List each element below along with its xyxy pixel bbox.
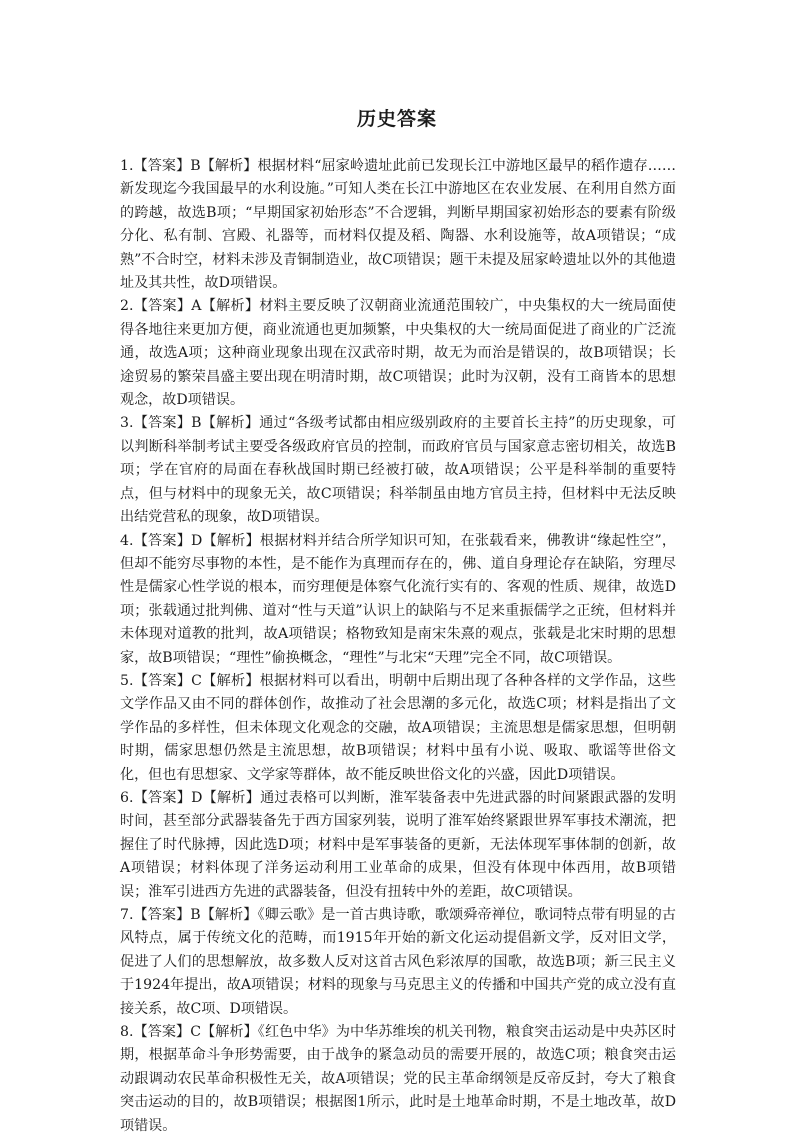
answer-paragraph-8: 8.【答案】C【解析】《红色中华》为中华苏维埃的机关刊物，粮食突击运动是中央苏区时期，根据革命斗争形势需要，由于战争的紧急动员的需要开展的，故选C项；粮食突击运动跟调动农民革命积极性无关，故A项错误；党的民主革命纲领是反帝反封，夸大了粮食突击运动的目的，故B项错误；根据图1所示，此时是土地革命时期，不是土地改革，故D项错误。 (120, 1024, 676, 1134)
answer-paragraph-6: 6.【答案】D【解析】通过表格可以判断，淮军装备表中先进武器的时间紧跟武器的发明时间，甚至部分武器装备先于西方国家列装，说明了淮军始终紧跟世界军事技术潮流，把握住了时代脉搏，因此选D项；材料中是军事装备的更新，无法体现军事体制的创新，故A项错误；材料体现了洋务运动利用工业革命的成果，但没有体现中体西用，故B项错误；淮军引进西方先进的武器装备，但没有扭转中外的差距，故C项错误。 (120, 789, 676, 900)
answer-paragraph-3: 3.【答案】B【解析】通过“各级考试都由相应级别政府的主要首长主持”的历史现象，可以判断科举制考试主要受各级政府官员的控制，而政府官员与国家意志密切相关，故选B项；学在官府的局面在春秋战国时期已经被打破，故A项错误；公平是科举制的重要特点，但与材料中的现象无关，故C项错误；科举制虽由地方官员主持，但材料中无法反映出结党营私的现象，故D项错误。 (120, 415, 676, 526)
page-title: 历史答案 (356, 108, 437, 130)
answer-list (120, 155, 676, 1138)
answer-paragraph-2: 2.【答案】A【解析】材料主要反映了汉朝商业流通范围较广，中央集权的大一统局面使得各地往来更加方便，商业流通也更加频繁，中央集权的大一统局面促进了商业的广泛流通，故选A项；这种商业现象出现在汉武帝时期，故无为而治是错误的，故B项错误；长途贸易的繁荣昌盛主要出现在明清时期，故C项错误；此时为汉朝，没有工商皆本的思想观念，故D项错误。 (120, 298, 676, 409)
answer-paragraph-1: 1.【答案】B【解析】根据材料“屈家岭遗址此前已发现长江中游地区最早的稻作遗存……新发现迄今我国最早的水利设施。”可知人类在长江中游地区在农业发展、在利用自然方面的跨越，故选B项；“早期国家初始形态”不合逻辑，判断早期国家初始形态的要素有阶级分化、私有制、宫殿、礼器等，而材料仅提及稻、陶器、水利设施等，故A项错误；“成熟”不合时空，材料未涉及青铜制造业，故C项错误；题干未提及屈家岭遗址以外的其他遗址及其共性，故D项错误。 (120, 158, 676, 292)
answer-paragraph-4: 4.【答案】D【解析】根据材料并结合所学知识可知，在张载看来，佛教讲“缘起性空”，但却不能穷尽事物的本性，是不能作为真理而存在的，佛、道自身理论存在缺陷，穷理尽性是儒家心性学说的根本，而穷理便是体察气化流行实有的、客观的性质、规律，故选D项；张载通过批判佛、道对“性与天道”认识上的缺陷与不足来重振儒学之正统，但材料并未体现对道教的批判，故A项错误；格物致知是南宋朱熹的观点，张载是北宋时期的思想家，故B项错误；“理性”偷换概念，“理性”与北宋“天理”完全不同，故C项错误。 (120, 532, 676, 666)
answer-paragraph-7: 7.【答案】B【解析】《卿云歌》是一首古典诗歌，歌颂舜帝禅位，歌词特点带有明显的古风特点，属于传统文化的范畴，而1915年开始的新文化运动提倡新文学，反对旧文学，促进了人们的思想解放，故多数人反对这首古风色彩浓厚的国歌，故选B项；新三民主义于1924年提出，故A项错误；材料的现象与马克思主义的传播和中国共产党的成立没有直接关系，故C项、D项错误。 (120, 907, 676, 1017)
answer-paragraph-5: 5.【答案】C【解析】根据材料可以看出，明朝中后期出现了各种各样的文学作品，这些文学作品又由不同的群体创作，故推动了社会思潮的多元化，故选C项；材料是指出了文学作品的多样性，但未体现文化观念的交融，故A项错误；主流思想是儒家思想，但明朝时期，儒家思想仍然是主流思想，故B项错误；材料中虽有小说、吸取、歌谣等世俗文化，但也有思想家、文学家等群体，故不能反映世俗文化的兴盛，因此D项错误。 (120, 672, 676, 783)
